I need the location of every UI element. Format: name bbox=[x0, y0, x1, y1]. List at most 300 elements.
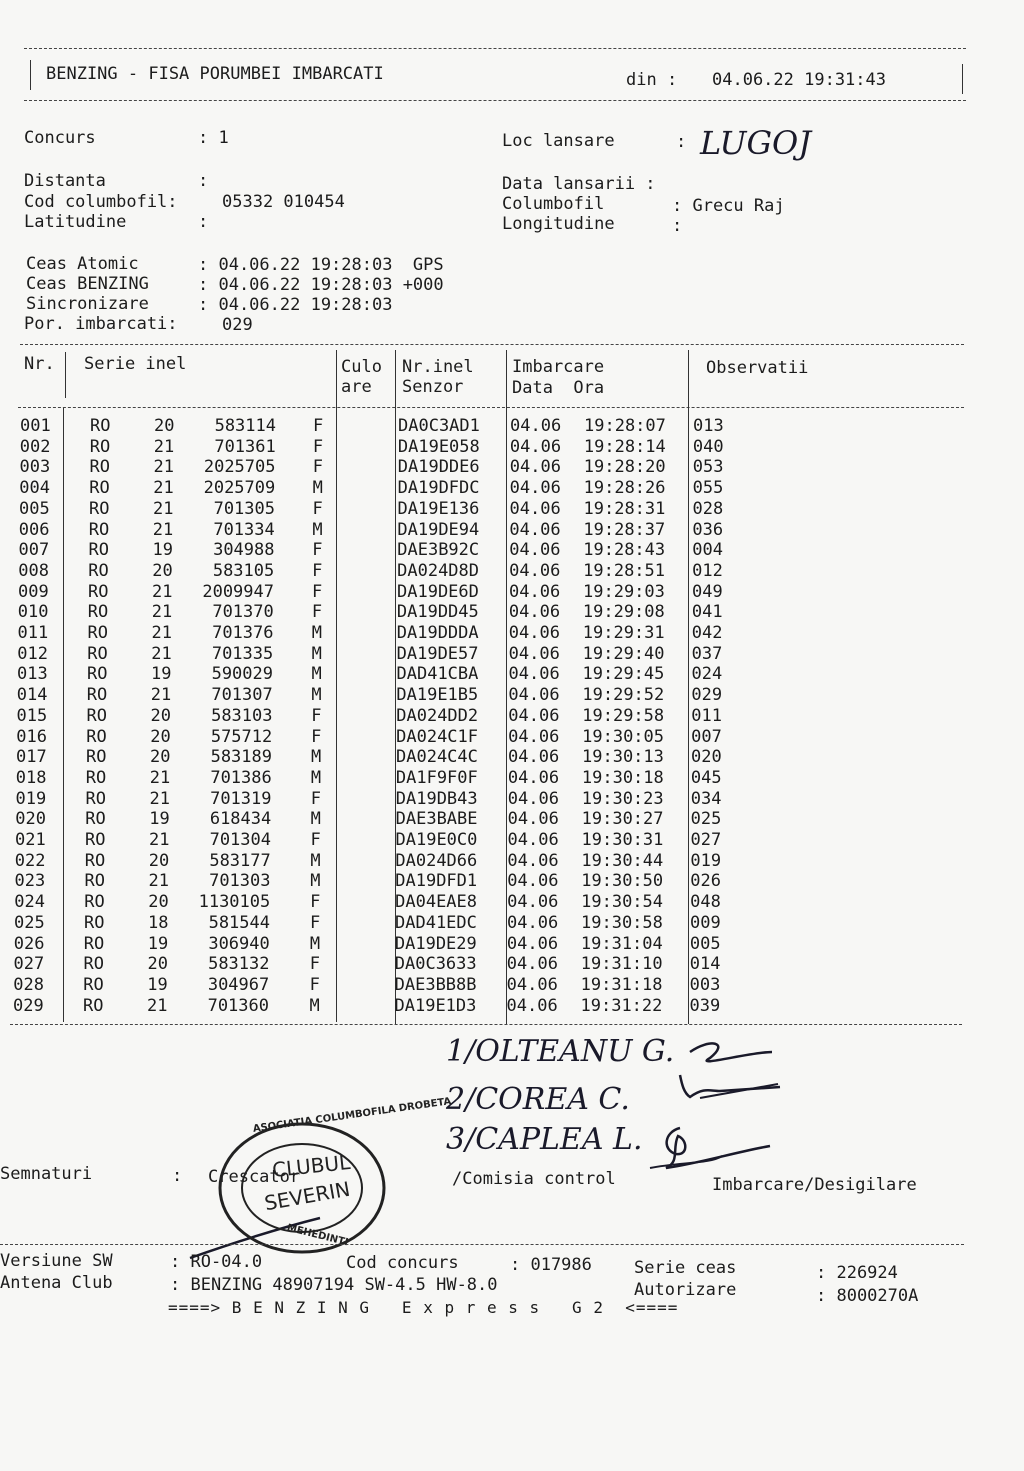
row-ring-number: 701376 bbox=[212, 623, 274, 643]
row-country: RO bbox=[84, 871, 105, 892]
table-row bbox=[0, 975, 1024, 996]
row-date: 04.06 bbox=[509, 519, 561, 540]
row-year: 20 bbox=[150, 705, 171, 726]
data-lansarii-label: Data lansarii : bbox=[502, 174, 656, 194]
semnaturi-label: Semnaturi bbox=[0, 1164, 93, 1184]
row-year: 20 bbox=[150, 747, 171, 768]
row-observation: 053 bbox=[692, 457, 724, 478]
row-observation: 049 bbox=[692, 581, 723, 602]
row-observation: 003 bbox=[689, 974, 721, 995]
row-time: 19:29:31 bbox=[582, 623, 665, 643]
row-country: RO bbox=[89, 457, 110, 478]
row-date: 04.06 bbox=[508, 602, 561, 623]
row-year: 21 bbox=[151, 643, 172, 664]
row-time: 19:31:04 bbox=[580, 933, 663, 954]
semnaturi-sep: : bbox=[172, 1166, 183, 1186]
row-year: 18 bbox=[148, 912, 169, 933]
row-nr: 029 bbox=[13, 995, 44, 1016]
latitudine-label: Latitudine bbox=[24, 212, 127, 232]
antena-club-value: : BENZING 48907194 SW-4.5 HW-8.0 bbox=[170, 1275, 498, 1295]
col-serie-header: Serie inel bbox=[84, 354, 187, 374]
row-nr: 004 bbox=[19, 478, 50, 499]
row-time: 19:28:07 bbox=[584, 416, 666, 436]
row-ring-number: 701319 bbox=[210, 788, 272, 809]
table-row bbox=[0, 664, 1024, 685]
row-sex: F bbox=[312, 581, 323, 602]
row-ring-number: 1130105 bbox=[198, 892, 271, 913]
row-nr: 020 bbox=[15, 809, 46, 830]
row-date: 04.06 bbox=[506, 995, 558, 1016]
row-ring-number: 590029 bbox=[211, 664, 273, 685]
table-row bbox=[0, 582, 1024, 603]
col-culoare-header-2: are bbox=[341, 377, 372, 397]
distanta-value: : bbox=[198, 171, 209, 191]
row-date: 04.06 bbox=[509, 540, 561, 561]
commission-member-1: 1/OLTEANU G. bbox=[446, 1034, 675, 1069]
row-year: 19 bbox=[147, 933, 169, 954]
ceas-benzing-value: : 04.06.22 19:28:03 +000 bbox=[198, 275, 444, 295]
row-date: 04.06 bbox=[507, 850, 559, 871]
row-date: 04.06 bbox=[508, 747, 560, 768]
row-date: 04.06 bbox=[506, 954, 558, 975]
row-country: RO bbox=[86, 726, 107, 747]
row-sensor: DA19DE57 bbox=[396, 643, 479, 664]
row-sensor: DA19E0C0 bbox=[395, 830, 478, 850]
row-time: 19:30:05 bbox=[582, 726, 665, 747]
row-observation: 039 bbox=[689, 995, 721, 1016]
row-observation: 009 bbox=[690, 912, 721, 933]
row-date: 04.06 bbox=[507, 767, 560, 788]
table-row bbox=[0, 540, 1024, 561]
table-row bbox=[0, 623, 1024, 644]
row-ring-number: 701304 bbox=[209, 830, 271, 850]
table-row bbox=[0, 789, 1024, 810]
row-sensor: DA024D8D bbox=[397, 560, 480, 581]
row-observation: 011 bbox=[691, 705, 722, 726]
row-ring-number: 583114 bbox=[214, 416, 276, 436]
row-nr: 006 bbox=[18, 519, 50, 540]
concurs-label: Concurs bbox=[24, 128, 96, 148]
row-observation: 007 bbox=[691, 726, 722, 747]
porumbei-imbarcati-value: 029 bbox=[222, 315, 253, 335]
row-year: 20 bbox=[148, 892, 169, 913]
row-nr: 028 bbox=[13, 974, 44, 995]
table-row bbox=[0, 644, 1024, 665]
stamp-line-2: SEVERIN bbox=[262, 1176, 352, 1216]
row-year: 20 bbox=[150, 726, 171, 747]
row-time: 19:28:43 bbox=[583, 540, 666, 561]
row-country: RO bbox=[87, 643, 108, 664]
row-sex: M bbox=[309, 933, 321, 954]
row-observation: 036 bbox=[692, 519, 724, 540]
distanta-label: Distanta bbox=[24, 171, 106, 191]
col-senzor-header-1: Nr.inel bbox=[402, 357, 474, 377]
row-nr: 005 bbox=[19, 498, 50, 519]
columbofil-label: Columbofil bbox=[502, 194, 605, 214]
versiune-sw-value: : RO-04.0 bbox=[170, 1252, 263, 1272]
table-row bbox=[0, 706, 1024, 727]
row-date: 04.06 bbox=[508, 623, 560, 643]
row-observation: 014 bbox=[689, 954, 721, 975]
ceas-atomic-label: Ceas Atomic bbox=[26, 254, 139, 274]
row-time: 19:30:31 bbox=[581, 830, 664, 850]
row-ring-number: 701303 bbox=[209, 871, 271, 892]
row-country: RO bbox=[83, 974, 104, 995]
row-sex: M bbox=[311, 664, 322, 685]
row-sex: F bbox=[312, 457, 323, 478]
row-ring-number: 583105 bbox=[212, 560, 275, 581]
header-left-border bbox=[30, 60, 31, 90]
row-sensor: DA19DFDC bbox=[397, 478, 480, 499]
row-ring-number: 583177 bbox=[209, 850, 271, 871]
loc-lansare-handwritten: LUGOJ bbox=[700, 124, 812, 162]
row-nr: 022 bbox=[14, 850, 46, 871]
row-nr: 024 bbox=[14, 892, 45, 913]
latitudine-value: : bbox=[198, 212, 209, 232]
porumbei-imbarcati-label: Por. imbarcati: bbox=[24, 314, 178, 334]
row-observation: 025 bbox=[690, 809, 722, 830]
row-year: 21 bbox=[149, 788, 170, 809]
row-year: 19 bbox=[149, 809, 170, 830]
imbarcare-desigilare-label: Imbarcare/Desigilare bbox=[712, 1175, 917, 1195]
row-observation: 024 bbox=[691, 664, 723, 685]
row-observation: 040 bbox=[692, 436, 724, 457]
row-country: RO bbox=[85, 830, 106, 850]
row-date: 04.06 bbox=[508, 705, 560, 726]
row-year: 21 bbox=[151, 602, 173, 623]
row-sex: M bbox=[309, 995, 320, 1016]
row-year: 19 bbox=[147, 974, 168, 995]
benzing-express-banner: ====> B E N Z I N G E x p r e s s G 2 <==== bbox=[168, 1298, 679, 1317]
row-sensor: DAE3BB8B bbox=[394, 974, 477, 995]
row-nr: 002 bbox=[19, 436, 51, 457]
ceas-atomic-value: : 04.06.22 19:28:03 GPS bbox=[198, 255, 444, 275]
row-ring-number: 583189 bbox=[210, 747, 272, 768]
row-ring-number: 618434 bbox=[209, 809, 272, 830]
row-year: 21 bbox=[148, 871, 169, 892]
row-ring-number: 583132 bbox=[208, 954, 270, 975]
row-year: 21 bbox=[152, 519, 174, 540]
stamp-bottom-text: MEHEDINTI bbox=[285, 1222, 350, 1249]
table-row bbox=[0, 871, 1024, 892]
table-row bbox=[0, 996, 1024, 1017]
row-ring-number: 2025705 bbox=[203, 457, 276, 478]
row-observation: 013 bbox=[693, 416, 724, 436]
row-time: 19:28:31 bbox=[583, 498, 666, 519]
table-row bbox=[0, 934, 1024, 955]
table-row bbox=[0, 913, 1024, 934]
table-row bbox=[0, 602, 1024, 623]
row-year: 21 bbox=[147, 995, 168, 1016]
row-ring-number: 701335 bbox=[211, 643, 274, 664]
row-nr: 007 bbox=[18, 540, 50, 561]
row-sensor: DA024C1F bbox=[396, 726, 479, 747]
row-country: RO bbox=[83, 933, 105, 954]
row-ring-number: 701360 bbox=[207, 995, 269, 1016]
row-time: 19:28:37 bbox=[583, 519, 666, 540]
row-date: 04.06 bbox=[508, 726, 560, 747]
table-row bbox=[0, 809, 1024, 830]
stamp-line-1: CLUBUL bbox=[270, 1149, 352, 1183]
row-ring-number: 2025709 bbox=[203, 478, 276, 499]
row-nr: 021 bbox=[15, 830, 46, 850]
row-time: 19:29:52 bbox=[582, 685, 665, 706]
row-sensor: DA0C3633 bbox=[394, 954, 477, 975]
row-country: RO bbox=[88, 581, 109, 602]
loc-lansare-sep: : bbox=[676, 132, 687, 152]
row-observation: 012 bbox=[692, 560, 723, 581]
row-time: 19:30:13 bbox=[582, 747, 664, 768]
row-observation: 048 bbox=[690, 892, 721, 913]
row-sex: F bbox=[310, 912, 321, 933]
row-sex: M bbox=[312, 478, 323, 499]
row-year: 19 bbox=[152, 540, 173, 561]
row-year: 20 bbox=[154, 416, 175, 436]
table-row bbox=[0, 954, 1024, 975]
row-year: 20 bbox=[152, 560, 173, 581]
row-country: RO bbox=[88, 519, 110, 540]
row-nr: 011 bbox=[17, 623, 49, 643]
row-sensor: DA19DD45 bbox=[396, 602, 479, 623]
row-sensor: DA19E058 bbox=[397, 436, 480, 457]
row-date: 04.06 bbox=[507, 892, 559, 913]
row-sex: M bbox=[311, 747, 322, 768]
row-date: 04.06 bbox=[506, 974, 558, 995]
concurs-value: : 1 bbox=[198, 128, 229, 148]
row-nr: 023 bbox=[14, 871, 46, 892]
row-observation: 029 bbox=[691, 685, 723, 706]
row-observation: 028 bbox=[692, 498, 724, 519]
row-sex: F bbox=[312, 498, 323, 519]
table-row bbox=[0, 892, 1024, 913]
row-country: RO bbox=[86, 747, 107, 768]
row-year: 21 bbox=[149, 830, 170, 850]
row-country: RO bbox=[83, 995, 104, 1016]
row-country: RO bbox=[89, 436, 111, 457]
table-header-rule bbox=[18, 407, 964, 408]
row-country: RO bbox=[86, 685, 108, 706]
row-sensor: DA024DD2 bbox=[396, 705, 479, 726]
row-date: 04.06 bbox=[510, 416, 562, 436]
row-nr: 026 bbox=[13, 933, 45, 954]
row-sex: F bbox=[309, 974, 320, 995]
row-nr: 012 bbox=[17, 643, 48, 664]
header-right-border bbox=[962, 64, 963, 94]
row-sensor: DA19E1B5 bbox=[396, 685, 479, 706]
row-ring-number: 701370 bbox=[212, 602, 274, 623]
row-nr: 017 bbox=[16, 747, 47, 768]
col-sep-1 bbox=[65, 352, 66, 398]
row-sex: M bbox=[310, 871, 321, 892]
commission-member-3: 3/CAPLEA L. bbox=[446, 1122, 643, 1157]
row-sex: M bbox=[311, 685, 322, 706]
row-sex: F bbox=[311, 602, 323, 623]
row-time: 19:30:54 bbox=[581, 892, 664, 913]
row-date: 04.06 bbox=[507, 809, 559, 830]
table-row bbox=[0, 457, 1024, 478]
row-nr: 010 bbox=[17, 602, 49, 623]
row-observation: 020 bbox=[691, 747, 722, 768]
row-time: 19:30:58 bbox=[581, 912, 663, 933]
row-date: 04.06 bbox=[509, 478, 561, 499]
autorizare-label: Autorizare bbox=[634, 1280, 737, 1300]
row-ring-number: 701305 bbox=[213, 498, 275, 519]
crescator-label: Crescator bbox=[208, 1167, 301, 1187]
loc-lansare-label: Loc lansare bbox=[502, 131, 615, 151]
row-time: 19:28:14 bbox=[583, 436, 666, 457]
row-nr: 014 bbox=[16, 685, 48, 706]
row-time: 19:31:10 bbox=[580, 954, 663, 975]
longitudine-value: : bbox=[672, 216, 683, 236]
row-country: RO bbox=[85, 788, 106, 809]
club-stamp bbox=[212, 1096, 452, 1260]
row-sensor: DA024D66 bbox=[395, 850, 478, 871]
sincronizare-value: : 04.06.22 19:28:03 bbox=[198, 295, 393, 315]
row-time: 19:29:40 bbox=[582, 643, 665, 664]
row-sex: F bbox=[313, 416, 324, 436]
row-sex: M bbox=[310, 809, 321, 830]
row-date: 04.06 bbox=[506, 933, 559, 954]
row-date: 04.06 bbox=[507, 912, 559, 933]
row-sensor: DA04EAE8 bbox=[395, 892, 478, 913]
row-sex: M bbox=[311, 623, 322, 643]
row-observation: 019 bbox=[690, 850, 722, 871]
row-date: 04.06 bbox=[507, 788, 559, 809]
table-row bbox=[0, 851, 1024, 872]
report-title: BENZING - FISA PORUMBEI IMBARCATI bbox=[46, 64, 384, 84]
row-sex: F bbox=[311, 705, 322, 726]
header-bottom-rule bbox=[24, 100, 966, 101]
row-ring-number: 304988 bbox=[213, 540, 275, 561]
row-sensor: DA19E136 bbox=[397, 498, 480, 519]
cod-concurs-label: Cod concurs bbox=[346, 1253, 459, 1273]
row-time: 19:29:03 bbox=[583, 581, 665, 602]
row-date: 04.06 bbox=[508, 685, 560, 706]
row-sensor: DAD41EDC bbox=[395, 912, 477, 933]
row-year: 21 bbox=[149, 767, 171, 788]
table-row bbox=[0, 478, 1024, 499]
row-sex: F bbox=[309, 954, 320, 975]
row-observation: 042 bbox=[691, 623, 723, 643]
row-sex: F bbox=[310, 892, 321, 913]
row-sensor: DAD41CBA bbox=[396, 664, 479, 685]
row-nr: 025 bbox=[14, 912, 45, 933]
row-sex: M bbox=[310, 767, 322, 788]
row-ring-number: 583103 bbox=[211, 705, 273, 726]
row-year: 20 bbox=[148, 850, 170, 871]
row-time: 19:30:23 bbox=[581, 788, 664, 809]
versiune-sw-label: Versiune SW bbox=[0, 1251, 113, 1271]
row-nr: 019 bbox=[15, 788, 47, 809]
col-observatii-header: Observatii bbox=[706, 358, 809, 378]
footer-rule bbox=[0, 1244, 964, 1245]
row-nr: 018 bbox=[15, 767, 47, 788]
ceas-benzing-label: Ceas BENZING bbox=[26, 274, 149, 294]
row-sensor: DA19DE29 bbox=[394, 933, 477, 954]
row-year: 21 bbox=[153, 498, 174, 519]
row-nr: 001 bbox=[20, 416, 51, 436]
row-nr: 008 bbox=[18, 560, 49, 581]
col-senzor-header-2: Senzor bbox=[402, 377, 464, 397]
row-country: RO bbox=[85, 809, 106, 830]
row-time: 19:30:27 bbox=[581, 809, 664, 830]
row-time: 19:30:44 bbox=[581, 850, 664, 871]
row-time: 19:31:22 bbox=[580, 995, 663, 1016]
row-ring-number: 306940 bbox=[208, 933, 270, 954]
row-date: 04.06 bbox=[508, 643, 560, 664]
table-row bbox=[0, 520, 1024, 541]
row-date: 04.06 bbox=[509, 436, 562, 457]
col-culoare-header-1: Culo bbox=[341, 357, 382, 377]
row-date: 04.06 bbox=[509, 457, 561, 478]
row-country: RO bbox=[87, 623, 108, 643]
row-time: 19:30:50 bbox=[581, 871, 664, 892]
row-time: 19:28:51 bbox=[583, 560, 666, 581]
cod-concurs-value: : 017986 bbox=[510, 1255, 592, 1275]
cod-columbofil-value: 05332 010454 bbox=[222, 192, 345, 212]
row-country: RO bbox=[90, 416, 111, 436]
row-date: 04.06 bbox=[509, 560, 561, 581]
report-date-label: din : bbox=[626, 70, 678, 90]
row-country: RO bbox=[88, 540, 109, 561]
row-nr: 013 bbox=[17, 664, 48, 685]
row-time: 19:30:18 bbox=[581, 767, 664, 788]
table-row bbox=[0, 416, 1024, 437]
stamp-ring-text: ASOCIATIA COLUMBOFILA DROBETA bbox=[252, 1096, 452, 1135]
row-ring-number: 2009947 bbox=[202, 581, 274, 602]
row-year: 21 bbox=[153, 457, 174, 478]
row-time: 19:29:08 bbox=[582, 602, 665, 623]
row-country: RO bbox=[85, 767, 107, 788]
row-ring-number: 701307 bbox=[211, 685, 273, 706]
row-nr: 016 bbox=[16, 726, 47, 747]
table-row bbox=[0, 437, 1024, 458]
row-ring-number: 581544 bbox=[208, 912, 270, 933]
row-sensor: DA19DDE6 bbox=[397, 457, 480, 478]
row-date: 04.06 bbox=[507, 871, 559, 892]
row-ring-number: 575712 bbox=[210, 726, 273, 747]
row-sensor: DAE3BABE bbox=[395, 809, 478, 830]
row-time: 19:29:58 bbox=[582, 705, 665, 726]
row-time: 19:28:26 bbox=[583, 478, 666, 499]
row-sex: F bbox=[310, 788, 321, 809]
report-date-value: 04.06.22 19:31:43 bbox=[712, 70, 886, 90]
commission-member-2: 2/COREA C. bbox=[446, 1082, 630, 1117]
row-ring-number: 304967 bbox=[207, 974, 270, 995]
row-ring-number: 701334 bbox=[213, 519, 275, 540]
row-country: RO bbox=[88, 560, 109, 581]
row-year: 21 bbox=[151, 623, 172, 643]
row-date: 04.06 bbox=[507, 830, 559, 850]
row-country: RO bbox=[87, 602, 109, 623]
row-sensor: DA0C3AD1 bbox=[398, 416, 480, 436]
table-row bbox=[0, 727, 1024, 748]
row-sex: F bbox=[312, 436, 324, 457]
row-country: RO bbox=[89, 478, 110, 499]
table-row bbox=[0, 768, 1024, 789]
row-sex: F bbox=[311, 726, 322, 747]
row-observation: 034 bbox=[690, 788, 722, 809]
row-observation: 045 bbox=[690, 767, 722, 788]
table-row bbox=[0, 747, 1024, 768]
row-sensor: DA19DE94 bbox=[397, 519, 480, 540]
row-sensor: DAE3B92C bbox=[397, 540, 480, 561]
row-observation: 005 bbox=[689, 933, 721, 954]
row-sensor: DA19DFD1 bbox=[395, 871, 478, 892]
table-top-rule bbox=[20, 344, 964, 345]
row-ring-number: 701361 bbox=[214, 436, 276, 457]
row-observation: 026 bbox=[690, 871, 721, 892]
